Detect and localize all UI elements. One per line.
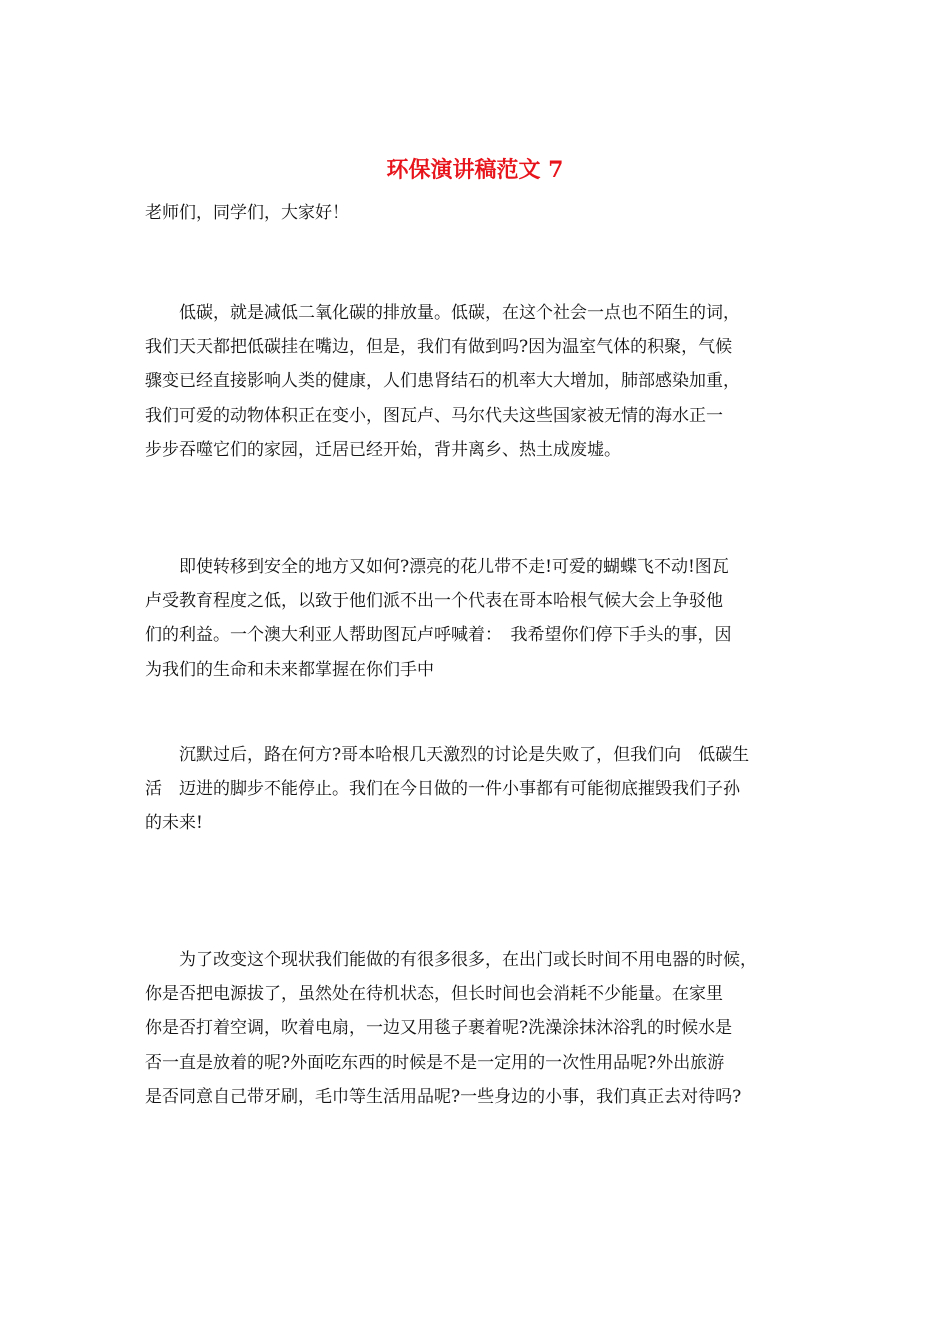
paragraph-line: 活 迈进的脚步不能停止。我们在今日做的一件小事都有可能彻底摧毁我们子孙: [145, 779, 740, 800]
paragraph-line: 骤变已经直接影响人类的健康，人们患肾结石的机率大大增加，肺部感染加重，: [145, 371, 740, 392]
paragraph-line: 沉默过后，路在何方?哥本哈根几天激烈的讨论是失败了，但我们向 低碳生: [145, 745, 750, 765]
paragraph-line: 你是否把电源拔了，虽然处在待机状态，但长时间也会消耗不少能量。在家里: [145, 984, 723, 1005]
paragraph-2: [145, 550, 825, 687]
paragraph-3: [145, 738, 825, 841]
paragraph-line: 我们天天都把低碳挂在嘴边，但是，我们有做到吗?因为温室气体的积聚，气候: [145, 337, 733, 358]
paragraph-line: 为我们的生命和未来都掌握在你们手中: [145, 659, 434, 680]
paragraph-line: 你是否打着空调，吹着电扇，一边又用毯子裹着呢?洗澡涂抹沐浴乳的时候水是: [145, 1018, 733, 1039]
paragraph-line: 的未来!: [145, 813, 203, 834]
paragraph-line: 卢受教育程度之低，以致于他们派不出一个代表在哥本哈根气候大会上争驳他: [145, 591, 723, 612]
document-title: 环保演讲稿范文 7: [386, 157, 564, 183]
paragraph-line: 我们可爱的动物体积正在变小，图瓦卢、马尔代夫这些国家被无情的海水正一: [145, 405, 723, 426]
paragraph-line: 是否同意自己带牙刷，毛巾等生活用品呢?一些身边的小事，我们真正去对待吗?: [145, 1086, 742, 1107]
paragraph-line: 步步吞噬它们的家园，迁居已经开始，背井离乡、热土成废墟。: [145, 439, 621, 460]
paragraph-line: 低碳，就是减低二氧化碳的排放量。低碳，在这个社会一点也不陌生的词，: [145, 303, 740, 323]
paragraph-line: 否一直是放着的呢?外面吃东西的时候是不是一定用的一次性用品呢?外出旅游: [145, 1052, 725, 1073]
paragraph-line: 即使转移到安全的地方又如何?漂亮的花儿带不走!可爱的蝴蝶飞不动!图瓦: [145, 557, 729, 577]
paragraph-1: [145, 296, 825, 467]
paragraph-line: 为了改变这个现状我们能做的有很多很多，在出门或长时间不用电器的时候，: [145, 950, 757, 970]
greeting-text: 老师们，同学们，大家好！: [145, 203, 349, 223]
paragraph-4: [145, 943, 825, 1114]
paragraph-line: 们的利益。一个澳大利亚人帮助图瓦卢呼喊着： 我希望你们停下手头的事，因: [145, 625, 732, 646]
